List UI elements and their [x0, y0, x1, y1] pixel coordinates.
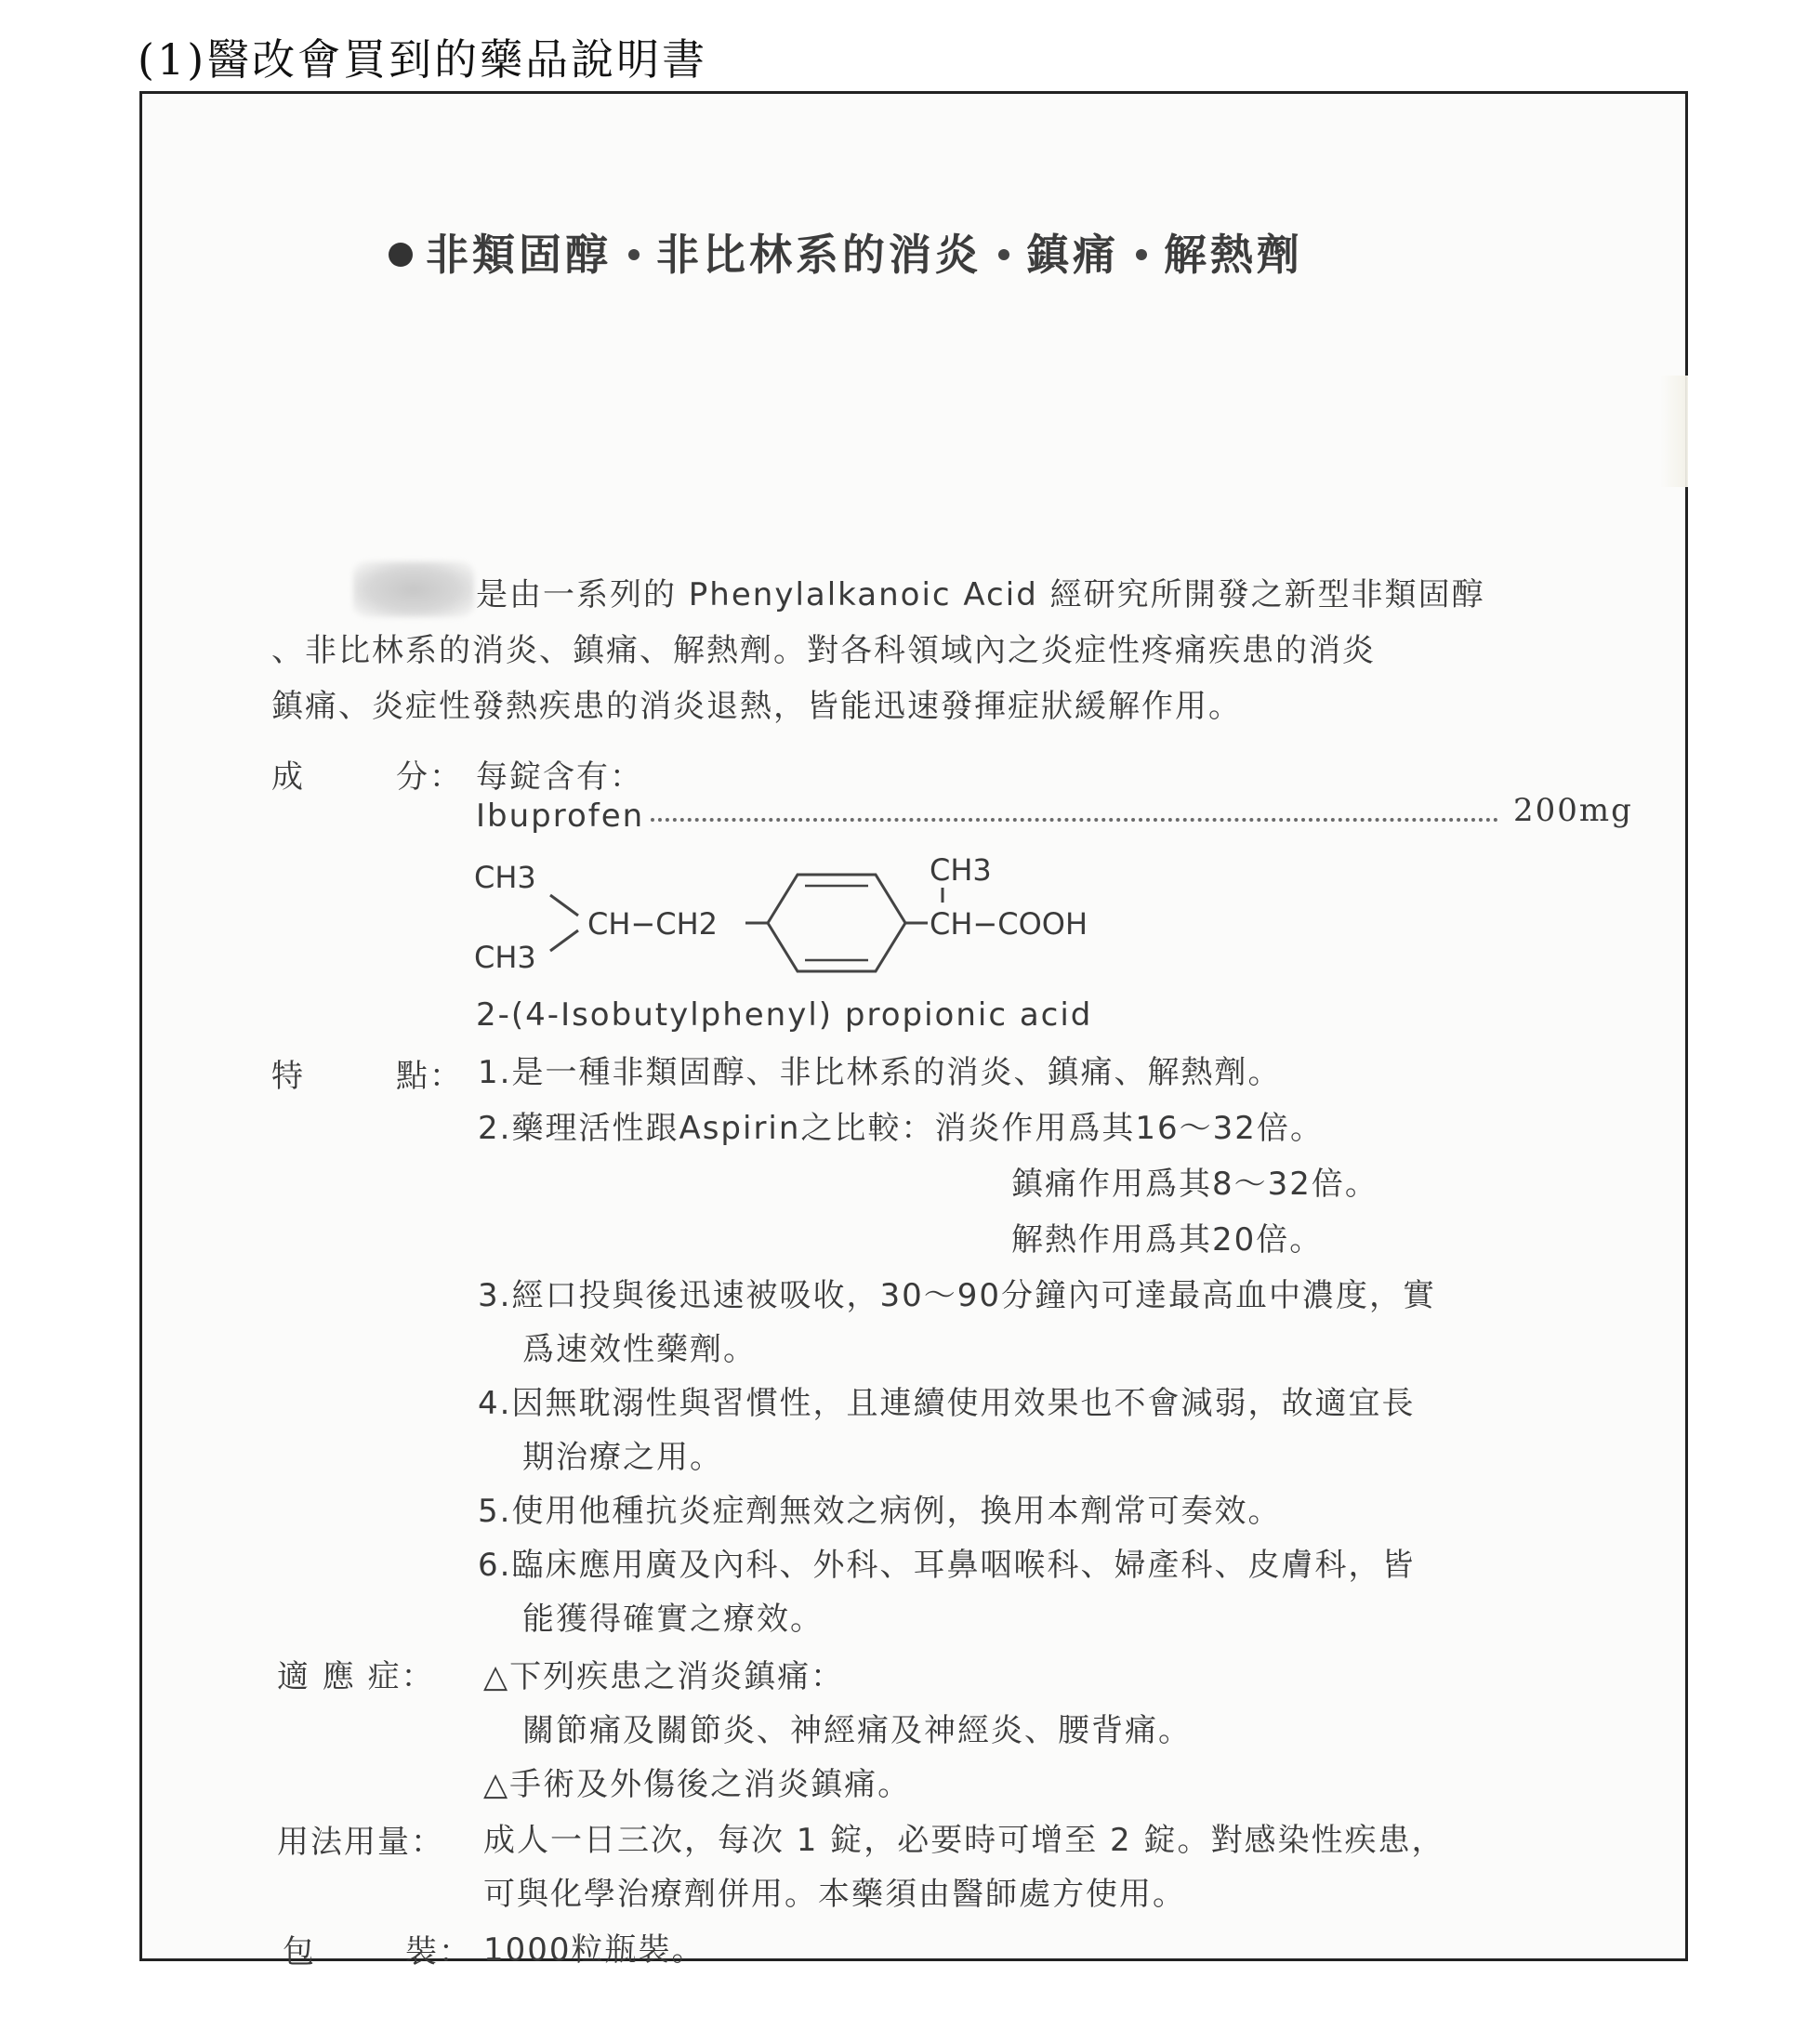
formula-ch3-bottom-left: CH3 — [474, 940, 536, 975]
dosage-label: 用法用量： — [277, 1824, 444, 1861]
feature-item-3: 3.經口投與後迅速被吸收，30～90分鐘內可達最高血中濃度，實 — [478, 1277, 1436, 1314]
feature-item-3-cont: 爲速效性藥劑。 — [522, 1331, 757, 1368]
intro-line-3: 鎮痛、炎症性發熱疾患的消炎退熱，皆能迅速發揮症狀緩解作用。 — [271, 688, 1242, 725]
intro-line-1: 是由一系列的 Phenylalkanoic Acid 經研究所開發之新型非類固醇 — [476, 576, 1485, 613]
dosage-line-2: 可與化學治療劑併用。本藥須由醫師處方使用。 — [483, 1876, 1186, 1913]
feature-item-4: 4.因無耽溺性與習慣性，且連續使用效果也不會減弱，故適宜長 — [478, 1385, 1416, 1422]
formula-ch-ch2: CH−CH2 — [587, 906, 718, 942]
drug-name: Ibuprofen — [476, 797, 645, 835]
feature-item-6-cont: 能獲得確實之療效。 — [522, 1601, 824, 1638]
heading-part-2: 非比林系的消炎 — [656, 230, 982, 280]
indication-item-1: △下列疾患之消炎鎮痛： — [483, 1658, 845, 1695]
heading-part-1: 非類固醇 — [426, 230, 612, 280]
ingredients-label-b: 分： — [396, 758, 463, 796]
ingredients-intro: 每錠含有： — [476, 758, 643, 796]
redacted-brand-name — [353, 561, 474, 617]
chemical-name: 2-(4-Isobutylphenyl) propionic acid — [476, 996, 1093, 1034]
dosage-line-1: 成人一日三次，每次 1 錠，必要時可增至 2 錠。對感染性疾患， — [483, 1822, 1445, 1859]
separator-dot-icon — [1136, 249, 1147, 260]
feature-item-2b: 鎮痛作用爲其8～32倍。 — [1011, 1166, 1378, 1203]
packaging-label-b: 裝： — [405, 1933, 472, 1971]
separator-dot-icon — [998, 249, 1009, 260]
bullet-icon — [389, 243, 413, 267]
formula-ch-cooh: CH−COOH — [930, 906, 1088, 942]
ingredients-label-a: 成 — [271, 758, 305, 796]
bond-line — [550, 895, 578, 916]
benzene-ring-icon — [768, 875, 905, 971]
intro-line-2: 、非比林系的消炎、鎮痛、解熱劑。對各科領域內之炎症性疼痛疾患的消炎 — [271, 632, 1376, 669]
heading-part-4: 解熱劑 — [1164, 230, 1303, 280]
leaflet-heading — [389, 221, 1303, 283]
indication-item-2: 關節痛及關節炎、神經痛及神經炎、腰背痛。 — [522, 1712, 1192, 1749]
feature-item-5: 5.使用他種抗炎症劑無效之病例，換用本劑常可奏效。 — [478, 1493, 1282, 1530]
features-label-a: 特 — [271, 1058, 305, 1095]
separator-dot-icon — [628, 249, 640, 260]
packaging-label-a: 包 — [283, 1933, 316, 1971]
feature-item-2c: 解熱作用爲其20倍。 — [1011, 1221, 1324, 1259]
features-label-b: 點： — [396, 1058, 463, 1095]
feature-item-1: 1.是一種非類固醇、非比林系的消炎、鎮痛、解熱劑。 — [478, 1054, 1282, 1091]
bond-line — [550, 930, 578, 951]
formula-ch3-right: CH3 — [930, 852, 992, 888]
indication-item-3: △手術及外傷後之消炎鎮痛。 — [483, 1766, 912, 1803]
structural-formula — [465, 841, 1134, 999]
document-caption: (1)醫改會買到的藥品說明書 — [138, 34, 708, 85]
formula-ch3-top-left: CH3 — [474, 860, 536, 895]
feature-item-4-cont: 期治療之用。 — [522, 1439, 723, 1476]
drug-dose: 200mg — [1513, 792, 1633, 829]
feature-item-6: 6.臨床應用廣及內科、外科、耳鼻咽喉科、婦產科、皮膚科，皆 — [478, 1547, 1416, 1584]
packaging-value: 1000粒瓶裝。 — [483, 1931, 706, 1969]
heading-part-3: 鎮痛 — [1026, 230, 1119, 280]
indications-label: 適 應 症： — [277, 1658, 435, 1695]
dotted-leader — [651, 818, 1498, 822]
feature-item-2: 2.藥理活性跟Aspirin之比較：消炎作用爲其16～32倍。 — [478, 1110, 1324, 1147]
scan-artifact — [1660, 376, 1688, 487]
